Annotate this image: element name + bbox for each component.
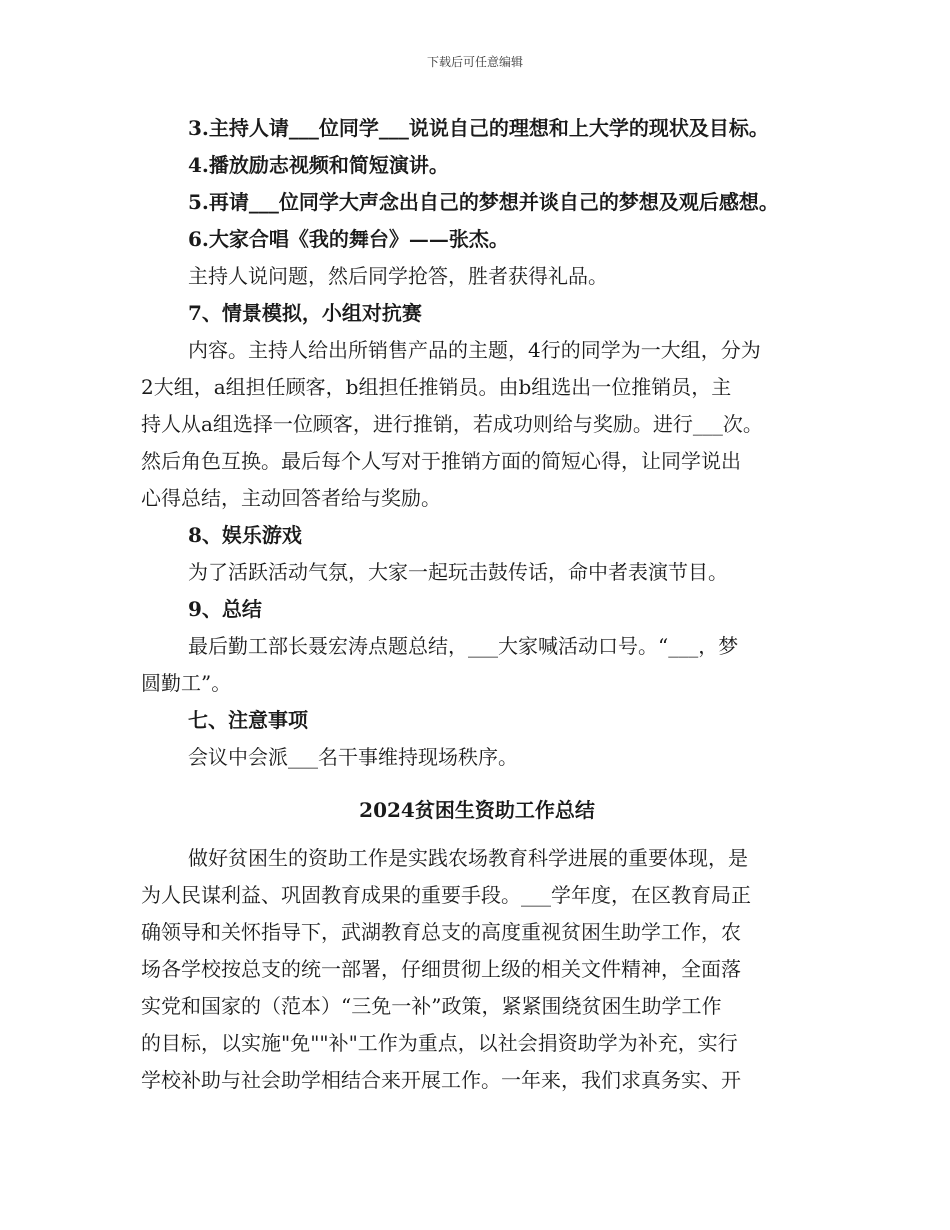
paragraph-line: 4.播放励志视频和简短演讲。 <box>188 153 449 177</box>
paragraph-line: 场各学校按总支的统一部署，仔细贯彻上级的相关文件精神，全面落 <box>141 957 741 981</box>
paragraph-line: 内容。主持人给出所销售产品的主题，4行的同学为一大组，分为 <box>188 338 761 362</box>
paragraph-line: 会议中会派___名干事维持现场秩序。 <box>188 745 518 769</box>
page-header: 下载后可任意编辑 <box>426 55 523 69</box>
paragraph-line: 9、总结 <box>188 597 262 621</box>
paragraph-line: 圆勤工”。 <box>141 671 232 695</box>
paragraph-line: 学校补助与社会助学相结合来开展工作。一年来，我们求真务实、开 <box>141 1068 741 1092</box>
paragraph-line: 7、情景模拟，小组对抗赛 <box>188 301 422 325</box>
paragraph-line: 确领导和关怀指导下，武湖教育总支的高度重视贫困生助学工作，农 <box>141 920 741 944</box>
paragraph-line: 的目标，以实施"免""补"工作为重点，以社会捐资助学为补充，实行 <box>141 1031 738 1055</box>
paragraph-line: 心得总结，主动回答者给与奖励。 <box>141 486 441 510</box>
paragraph-line: 6.大家合唱《我的舞台》——张杰。 <box>188 227 509 251</box>
paragraph-line: 做好贫困生的资助工作是实践农场教育科学进展的重要体现，是 <box>188 846 748 870</box>
paragraph-line: 8、娱乐游戏 <box>188 523 302 547</box>
paragraph-line: 持人从a组选择一位顾客，进行推销，若成功则给与奖励。进行___次。 <box>141 412 763 436</box>
paragraph-line: 3.主持人请___位同学___说说自己的理想和上大学的现状及目标。 <box>188 116 769 140</box>
paragraph-line: 为人民谋利益、巩固教育成果的重要手段。___学年度，在区教育局正 <box>141 883 751 907</box>
paragraph-line: 主持人说问题，然后同学抢答，胜者获得礼品。 <box>188 264 608 288</box>
paragraph-line: 为了活跃活动气氛，大家一起玩击鼓传话，命中者表演节目。 <box>188 560 728 584</box>
summary-section <box>141 840 813 1099</box>
paragraph-line: 然后角色互换。最后每个人写对于推销方面的简短心得，让同学说出 <box>141 449 741 473</box>
paragraph-line: 七、注意事项 <box>188 708 308 732</box>
paragraph-line: 最后勤工部长聂宏涛点题总结，___大家喊活动口号。“___，梦 <box>188 634 739 658</box>
paragraph-line: 2大组，a组担任顾客，b组担任推销员。由b组选出一位推销员，主 <box>141 375 732 399</box>
section-title: 2024贫困生资助工作总结 <box>359 798 595 822</box>
paragraph-line: 5.再请___位同学大声念出自己的梦想并谈自己的梦想及观后感想。 <box>188 190 779 214</box>
paragraph-line: 实党和国家的（范本）“三免一补”政策，紧紧围绕贫困生助学工作 <box>141 994 722 1018</box>
document-content <box>141 110 813 1099</box>
activity-plan-section <box>141 110 813 776</box>
